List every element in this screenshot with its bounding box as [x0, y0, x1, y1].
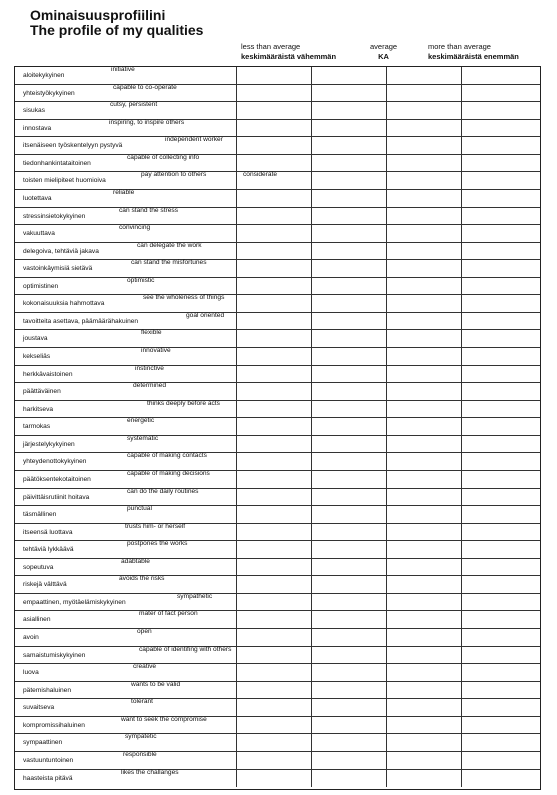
quality-english-label: can stand the stress: [119, 206, 179, 214]
rating-cell-average[interactable]: [311, 295, 386, 312]
rating-cell-more[interactable]: [386, 330, 542, 347]
quality-finnish-label: joustava: [23, 335, 48, 343]
table-row: [15, 734, 540, 752]
rating-cell-less[interactable]: [236, 664, 311, 681]
quality-english-label: pay attention to others: [141, 171, 207, 179]
rating-cell-more[interactable]: [386, 682, 542, 699]
rating-cell-average[interactable]: [311, 576, 386, 593]
rating-cell-less[interactable]: [236, 418, 311, 435]
rating-cell-average[interactable]: [311, 559, 386, 576]
quality-finnish-label: kompromissihaluinen: [23, 721, 85, 729]
rating-cell-average[interactable]: [311, 699, 386, 716]
rating-cell-more[interactable]: [386, 611, 542, 628]
rating-cell-average[interactable]: [311, 383, 386, 400]
rating-cell-average[interactable]: [311, 313, 386, 330]
rating-cell-more[interactable]: [386, 734, 542, 751]
rating-cell-less[interactable]: [236, 647, 311, 664]
rating-cell-less[interactable]: [236, 453, 311, 470]
rating-cell-average[interactable]: [311, 401, 386, 418]
quality-finnish-label: aloitekykyinen: [23, 72, 65, 79]
rating-cell-more[interactable]: [386, 225, 542, 242]
rating-cell-more[interactable]: [386, 471, 542, 488]
rating-cell-less[interactable]: [236, 611, 311, 628]
rating-cell-more[interactable]: [386, 453, 542, 470]
rating-cell-less[interactable]: [236, 313, 311, 330]
quality-finnish-label: innostava: [23, 124, 52, 132]
rating-cell-less[interactable]: [236, 629, 311, 646]
rating-cell-average[interactable]: [311, 682, 386, 699]
rating-cell-average[interactable]: [311, 629, 386, 646]
table-row: [15, 225, 540, 243]
column-header-average: average KA: [370, 42, 398, 61]
quality-finnish-label: itsenäiseen työskentelyyn pystyvä: [23, 142, 123, 150]
rating-cell-more[interactable]: [386, 559, 542, 576]
table-row: [15, 67, 540, 85]
rating-cell-less[interactable]: [236, 67, 311, 84]
quality-english-label: capable of identifing with others: [139, 645, 232, 653]
rating-cell-more[interactable]: [386, 120, 542, 137]
rating-cell-less[interactable]: [236, 717, 311, 734]
quality-english-label: cutsy, persistent: [110, 101, 158, 109]
quality-finnish-label: vastoinkäymisiä sietävä: [23, 265, 93, 273]
quality-english-label: thinks deeply before acts: [147, 399, 220, 407]
quality-english-label: inspiring, to inspire others: [109, 118, 185, 126]
rating-cell-more[interactable]: [386, 190, 542, 207]
rating-cell-less[interactable]: [236, 85, 311, 102]
table-row: [15, 366, 540, 384]
rating-cell-more[interactable]: [386, 348, 542, 365]
quality-finnish-label: tehtäviä lykkäävä: [23, 546, 74, 554]
rating-cell-average[interactable]: [311, 506, 386, 523]
rating-cell-more[interactable]: [386, 243, 542, 260]
table-row: [15, 313, 540, 331]
quality-finnish-label: harkitseva: [23, 405, 54, 413]
quality-english-label: can delegate the work: [137, 241, 202, 249]
quality-english-label: see the wholeness of things: [143, 294, 225, 302]
quality-english-label: energetic: [127, 417, 155, 425]
rating-cell-average[interactable]: [311, 541, 386, 558]
quality-english-label: optimistic: [127, 276, 155, 284]
rating-cell-more[interactable]: [386, 172, 542, 189]
rating-cell-average[interactable]: [311, 770, 386, 788]
quality-finnish-label: kokonaisuuksia hahmottava: [23, 300, 105, 308]
table-row: [15, 278, 540, 296]
rating-cell-average[interactable]: [311, 330, 386, 347]
quality-english-label: sympathetic: [177, 592, 213, 600]
rating-cell-less[interactable]: [236, 770, 311, 788]
rating-cell-less[interactable]: [236, 576, 311, 593]
table-row: [15, 453, 540, 471]
rating-cell-less[interactable]: [236, 699, 311, 716]
quality-english-label: instinctive: [135, 364, 164, 372]
table-row: [15, 383, 540, 401]
quality-finnish-label: samaistumiskykyinen: [23, 651, 86, 659]
table-row: [15, 770, 540, 788]
table-row: [15, 559, 540, 577]
rating-cell-more[interactable]: [386, 489, 542, 506]
table-row: [15, 436, 540, 454]
rating-cell-average[interactable]: [311, 155, 386, 172]
quality-english-label: likes the challanges: [121, 768, 179, 776]
rating-cell-less[interactable]: [236, 734, 311, 751]
rating-cell-average[interactable]: [311, 717, 386, 734]
rating-cell-more[interactable]: [386, 401, 542, 418]
quality-english-label: adabtable: [121, 557, 150, 565]
title-english: The profile of my qualities: [30, 22, 204, 38]
quality-english-label: tolerant: [131, 698, 153, 706]
table-row: [15, 401, 540, 419]
quality-finnish-label: päättäväinen: [23, 388, 61, 396]
rating-cell-more[interactable]: [386, 770, 542, 788]
rating-cell-average[interactable]: [311, 647, 386, 664]
table-row: [15, 594, 540, 612]
table-row: [15, 418, 540, 436]
quality-finnish-label: päivittäisrutiinit hoitava: [23, 493, 90, 501]
rating-cell-more[interactable]: [386, 313, 542, 330]
rating-cell-more[interactable]: [386, 506, 542, 523]
table-row: [15, 541, 540, 559]
rating-cell-less[interactable]: [236, 559, 311, 576]
quality-finnish-label: tavoitteita asettava, päämäärähakuinen: [23, 317, 139, 325]
page-title: [30, 8, 203, 38]
rating-cell-more[interactable]: [386, 278, 542, 295]
rating-cell-more[interactable]: [386, 418, 542, 435]
quality-finnish-label: luotettava: [23, 194, 52, 202]
rating-cell-more[interactable]: [386, 366, 542, 383]
rating-cell-more[interactable]: [386, 383, 542, 400]
quality-english-label: can stand the misfortunes: [131, 259, 207, 267]
quality-finnish-label: vastuuntuntoinen: [23, 756, 74, 764]
table-row: [15, 243, 540, 261]
rating-cell-less[interactable]: [236, 471, 311, 488]
rating-cell-more[interactable]: [386, 436, 542, 453]
table-row: [15, 330, 540, 348]
quality-finnish-label: täsmällinen: [23, 511, 57, 519]
rating-cell-average[interactable]: [311, 120, 386, 137]
rating-cell-less[interactable]: [236, 172, 311, 189]
rating-cell-average[interactable]: [311, 664, 386, 681]
quality-finnish-label: asiallinen: [23, 616, 51, 624]
rating-cell-less[interactable]: [236, 120, 311, 137]
title-finnish: Ominaisuusprofiilini: [30, 7, 166, 23]
quality-finnish-label: toisten mielipiteet huomioiva: [23, 177, 106, 185]
quality-english-label: trusts him- or herself: [125, 522, 186, 530]
rating-cell-less[interactable]: [236, 278, 311, 295]
rating-cell-less[interactable]: [236, 137, 311, 154]
rating-cell-more[interactable]: [386, 752, 542, 769]
quality-finnish-label: yhteydenottokykyinen: [23, 458, 87, 466]
table-row: [15, 172, 540, 190]
quality-english-label: creative: [133, 663, 157, 671]
quality-finnish-label: stressinsietokykyinen: [23, 212, 86, 220]
table-row: [15, 699, 540, 717]
quality-finnish-label: itseensä luottava: [23, 528, 73, 536]
rating-cell-average[interactable]: [311, 752, 386, 769]
rating-cell-less[interactable]: [236, 348, 311, 365]
quality-english-label: avoids the risks: [119, 575, 165, 583]
rating-cell-average[interactable]: [311, 453, 386, 470]
quality-finnish-label: riskejä välttävä: [23, 581, 67, 589]
table-row: [15, 155, 540, 173]
rating-cell-average[interactable]: [311, 734, 386, 751]
quality-english-label: wants to be valid: [131, 680, 181, 688]
quality-finnish-label: pätemishaluinen: [23, 686, 72, 694]
quality-english-label: open: [137, 628, 152, 635]
rating-cell-average[interactable]: [311, 366, 386, 383]
rating-cell-more[interactable]: [386, 647, 542, 664]
rating-cell-more[interactable]: [386, 629, 542, 646]
rating-cell-less[interactable]: [236, 295, 311, 312]
rating-cell-average[interactable]: [311, 137, 386, 154]
quality-finnish-label: kekseliäs: [23, 353, 51, 360]
rating-cell-average[interactable]: [311, 190, 386, 207]
rating-cell-more[interactable]: [386, 208, 542, 225]
rating-cell-less[interactable]: [236, 102, 311, 119]
quality-english-label: determined: [133, 382, 166, 390]
table-row: [15, 348, 540, 366]
table-row: [15, 717, 540, 735]
table-row: [15, 506, 540, 524]
quality-english-label: flexible: [141, 329, 162, 337]
rating-cell-less[interactable]: [236, 524, 311, 541]
quality-english-label: initiative: [111, 66, 135, 73]
rating-cell-less[interactable]: [236, 682, 311, 699]
table-row: [15, 664, 540, 682]
rating-cell-more[interactable]: [386, 260, 542, 277]
rating-cell-average[interactable]: [311, 172, 386, 189]
table-row: [15, 120, 540, 138]
quality-english-label: capable of collecting info: [127, 153, 200, 161]
rating-cell-average[interactable]: [311, 208, 386, 225]
rating-cell-average[interactable]: [311, 102, 386, 119]
table-row: [15, 752, 540, 770]
rating-cell-average[interactable]: [311, 418, 386, 435]
quality-finnish-label: sisukas: [23, 107, 45, 115]
table-row: [15, 260, 540, 278]
quality-english-label: goal oriented: [186, 311, 225, 319]
rating-cell-average[interactable]: [311, 348, 386, 365]
rating-cell-more[interactable]: [386, 664, 542, 681]
table-row: [15, 190, 540, 208]
rating-cell-more[interactable]: [386, 67, 542, 84]
quality-english-label: punctual: [127, 505, 152, 513]
table-row: [15, 489, 540, 507]
rating-cell-less[interactable]: [236, 260, 311, 277]
rating-cell-less[interactable]: [236, 436, 311, 453]
rating-cell-less[interactable]: [236, 243, 311, 260]
rating-cell-more[interactable]: [386, 102, 542, 119]
quality-english-label: capable of making decisions: [127, 469, 210, 477]
quality-finnish-label: tiedonhankintataitoinen: [23, 159, 91, 167]
quality-finnish-label: delegoiva, tehtäviä jakava: [23, 247, 99, 255]
rating-cell-less[interactable]: [236, 330, 311, 347]
rating-cell-more[interactable]: [386, 85, 542, 102]
rating-cell-less[interactable]: [236, 401, 311, 418]
quality-english-label: reliable: [113, 188, 135, 196]
rating-cell-less[interactable]: [236, 190, 311, 207]
rating-cell-average[interactable]: [311, 471, 386, 488]
quality-finnish-label: luova: [23, 669, 39, 677]
quality-english-label: postpones the works: [127, 540, 188, 548]
quality-finnish-label: sympaattinen: [23, 739, 63, 747]
quality-finnish-label: sopeutuva: [23, 563, 54, 571]
column-header-more: more than average keskimääräistä enemmän: [428, 42, 519, 61]
table-row: [15, 208, 540, 226]
qualities-table: [14, 66, 541, 790]
rating-cell-less[interactable]: [236, 366, 311, 383]
rating-cell-average[interactable]: [311, 243, 386, 260]
rating-cell-more[interactable]: [386, 576, 542, 593]
rating-cell-less[interactable]: [236, 225, 311, 242]
quality-finnish-label: haasteista pitävä: [23, 774, 73, 782]
rating-cell-average[interactable]: [311, 278, 386, 295]
rating-cell-average[interactable]: [311, 436, 386, 453]
table-row: [15, 647, 540, 665]
rating-cell-more[interactable]: [386, 717, 542, 734]
rating-cell-more[interactable]: [386, 137, 542, 154]
quality-finnish-label: empaattinen, myötäelämiskykyinen: [23, 598, 126, 606]
rating-cell-less[interactable]: [236, 383, 311, 400]
quality-finnish-label: tarmokas: [23, 423, 51, 431]
rating-cell-less[interactable]: [236, 541, 311, 558]
column-header-less: less than average keskimääräistä vähemmän: [241, 42, 337, 61]
quality-english-label: capable to co-operate: [113, 83, 177, 91]
table-row: [15, 102, 540, 120]
rating-cell-average[interactable]: [311, 225, 386, 242]
rating-cell-average[interactable]: [311, 611, 386, 628]
rating-cell-more[interactable]: [386, 594, 542, 611]
rating-cell-less[interactable]: [236, 594, 311, 611]
quality-english-label: independent worker: [165, 136, 223, 144]
quality-english-label: can do the daily routines: [127, 487, 199, 495]
table-row: [15, 471, 540, 489]
quality-finnish-label: päätöksentekotaitoinen: [23, 475, 91, 483]
quality-finnish-label: vakuuttava: [23, 230, 55, 238]
rating-cell-less[interactable]: [236, 489, 311, 506]
quality-english-label: want to seek the compromise: [121, 715, 207, 723]
rating-cell-less[interactable]: [236, 506, 311, 523]
quality-finnish-label: avoin: [23, 634, 39, 641]
table-row: [15, 85, 540, 103]
rating-cell-average[interactable]: [311, 489, 386, 506]
quality-extra-label: considerate: [243, 171, 278, 179]
table-row: [15, 629, 540, 647]
rating-cell-less[interactable]: [236, 752, 311, 769]
quality-english-label: innovative: [141, 347, 171, 354]
quality-english-label: systematic: [127, 434, 159, 442]
rating-cell-more[interactable]: [386, 541, 542, 558]
quality-english-label: capable of making contacts: [127, 452, 207, 460]
table-row: [15, 137, 540, 155]
rating-cell-average[interactable]: [311, 67, 386, 84]
quality-finnish-label: yhteistyökykyinen: [23, 89, 75, 97]
rating-cell-more[interactable]: [386, 524, 542, 541]
rating-cell-less[interactable]: [236, 208, 311, 225]
rating-cell-average[interactable]: [311, 85, 386, 102]
quality-english-label: convincing: [119, 224, 151, 232]
rating-cell-more[interactable]: [386, 699, 542, 716]
rating-cell-more[interactable]: [386, 295, 542, 312]
quality-english-label: responsible: [123, 750, 157, 758]
rating-cell-average[interactable]: [311, 524, 386, 541]
table-row: [15, 295, 540, 313]
quality-english-label: sympatetic: [125, 733, 157, 741]
table-row: [15, 524, 540, 542]
quality-finnish-label: optimistinen: [23, 282, 59, 290]
table-row: [15, 682, 540, 700]
quality-english-label: mater of fact person: [139, 610, 198, 618]
rating-cell-average[interactable]: [311, 260, 386, 277]
table-row: [15, 611, 540, 629]
quality-finnish-label: suvaitseva: [23, 704, 55, 712]
rating-cell-less[interactable]: [236, 155, 311, 172]
quality-finnish-label: herkkävaistoinen: [23, 370, 73, 378]
table-row: [15, 576, 540, 594]
rating-cell-more[interactable]: [386, 155, 542, 172]
rating-cell-average[interactable]: [311, 594, 386, 611]
quality-finnish-label: järjestelykykyinen: [23, 440, 75, 448]
